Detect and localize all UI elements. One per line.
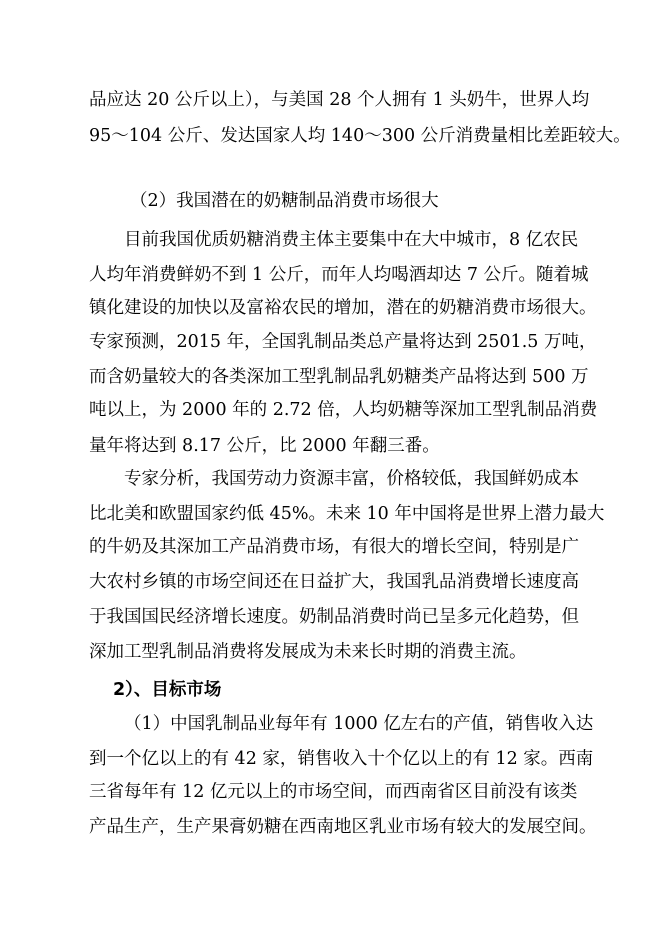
text-line: 的牛奶及其深加工产品消费市场，有很大的增长空间，特别是广 <box>89 537 579 557</box>
text-line: 镇化建设的加快以及富裕农民的增加，潜在的奶糖消费市场很大。 <box>89 298 597 318</box>
text-line: 产品生产，生产果膏奶糖在西南地区乳业市场有较大的发展空间。 <box>89 817 597 837</box>
text-line: 于我国国民经济增长速度。奶制品消费时尚已呈多元化趋势，但 <box>89 607 579 627</box>
text-line: 三省每年有 12 亿元以上的市场空间，而西南省区目前没有该类 <box>89 782 578 802</box>
text-line: 目前我国优质奶糖消费主体主要集中在大中城市，8 亿农民 <box>124 230 579 250</box>
text-line: 深加工型乳制品消费将发展成为未来长时期的消费主流。 <box>89 642 527 662</box>
text-line: 吨以上，为 2000 年的 2.72 倍，人均奶糖等深加工型乳制品消费 <box>89 400 598 420</box>
text-line: 到一个亿以上的有 42 家，销售收入十个亿以上的有 12 家。西南 <box>89 749 594 769</box>
text-line: 品应达 20 公斤以上），与美国 28 个人拥有 1 头奶牛，世界人均 <box>89 90 590 110</box>
text-line: 大农村乡镇的市场空间还在日益扩大，我国乳品消费增长速度高 <box>89 572 579 592</box>
text-line: 专家分析，我国劳动力资源丰富，价格较低，我国鲜奶成本 <box>124 469 579 489</box>
text-line: 95～104 公斤、发达国家人均 140～300 公斤消费量相比差距较大。 <box>89 126 631 146</box>
text-line: 比北美和欧盟国家约低 45%。未来 10 年中国将是世界上潜力最大 <box>89 504 605 524</box>
text-line: 而含奶量较大的各类深加工型乳制品乳奶糖类产品将达到 500 万 <box>89 367 589 387</box>
text-line: 人均年消费鲜奶不到 1 公斤，而年人均喝酒却达 7 公斤。随着城 <box>89 265 589 285</box>
text-line: 专家预测，2015 年，全国乳制品类总产量将达到 2501.5 万吨， <box>89 332 597 352</box>
section-heading: （2）我国潜在的奶糖制品消费市场很大 <box>130 191 439 211</box>
text-line: 量年将达到 8.17 公斤，比 2000 年翻三番。 <box>89 436 440 456</box>
text-line: （1）中国乳制品业每年有 1000 亿左右的产值，销售收入达 <box>124 714 594 734</box>
section-heading-target-market: 2）、目标市场 <box>113 680 222 700</box>
